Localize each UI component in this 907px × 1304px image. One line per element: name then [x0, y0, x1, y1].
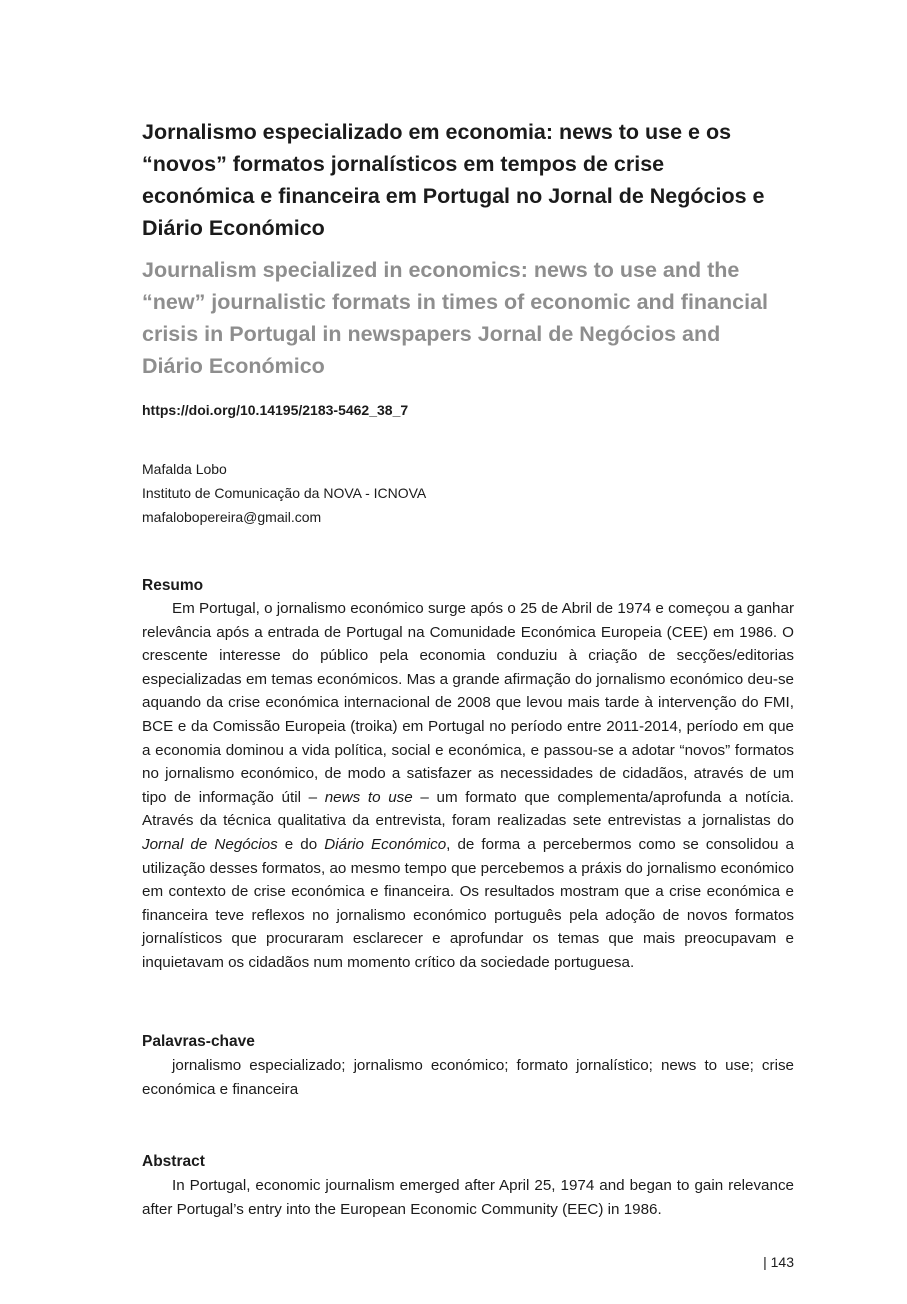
- resumo-part-3: e do: [277, 835, 325, 853]
- author-affiliation: Instituto de Comunicação da NOVA - ICNOVA: [142, 485, 427, 501]
- author-block: [142, 457, 426, 529]
- palavras-chave-text: jornalismo especializado; jornalismo económico; formato jornalístico; news to use; crise económica e financeira: [142, 1057, 794, 1098]
- abstract-text: In Portugal, economic journalism emerged after April 25, 1974 and began to gain relevance after Portugal’s entry into the European Economic Community (EEC) in 1986.: [142, 1177, 794, 1218]
- resumo-emphasis-diario-economico: Diário Económico: [324, 835, 447, 853]
- doi-link[interactable]: https://doi.org/10.14195/2183-5462_38_7: [142, 402, 409, 418]
- resumo-text: [142, 597, 794, 975]
- title-english: Journalism specialized in economics: news to use and the “new” journalistic formats in times of economic and financial crisis in Portugal in newspapers Jornal de Negócios and Diário Económico: [142, 258, 769, 378]
- page-number: | 143: [763, 1254, 794, 1270]
- title-portuguese: Jornalismo especializado em economia: news to use e os “novos” formatos jornalísticos em tempos de crise económica e financeira em Portugal no Jornal de Negócios e Diário Económico: [142, 120, 765, 240]
- palavras-chave-heading: Palavras-chave: [142, 1033, 255, 1050]
- resumo-part-1: Em Portugal, o jornalismo económico surge após o 25 de Abril de 1974 e começou a ganhar relevância após a entrada de Portugal na Comunidade Económica Europeia (CEE) em 1986. O crescente interesse do público pela economia conduziu à criação de secções/editorias especializadas em temas económicos. Mas a grande afirmação do jornalismo económico deu-se aquando da crise económica internacional de 2008 que levou mais tarde à intervenção do FMI, BCE e da Comissão Europeia (troika) em Portugal no período entre 2011-2014, período em que a economia dominou a vida política, social e económica, e passou-se a adotar “novos” formatos no jornalismo económico, de modo a satisfazer as necessidades de cidadãos, através de um tipo de informação útil –: [142, 600, 794, 806]
- resumo-emphasis-news-to-use: news to use: [324, 788, 413, 806]
- resumo-part-2: – um formato que complementa/aprofunda a notícia. Através da técnica qualitativa da entrevista, foram realizadas sete entrevistas a jornalistas do: [142, 788, 794, 830]
- abstract-heading: Abstract: [142, 1153, 205, 1170]
- resumo-heading: Resumo: [142, 577, 204, 594]
- author-email[interactable]: mafalobopereira@gmail.com: [142, 509, 322, 525]
- resumo-part-4: , de forma a percebermos como se consolidou a utilização desses formatos, ao mesmo tempo que percebemos a práxis do jornalismo económico em contexto de crise económica e financeira. Os resultados mostram que a crise económica e financeira teve reflexos no jornalismo económico português pela adoção de novos formatos jornalísticos que procuraram esclarecer e aprofundar os temas que mais preocupavam e inquietavam os cidadãos num momento crítico da sociedade portuguesa.: [142, 835, 794, 971]
- author-name: Mafalda Lobo: [142, 461, 227, 477]
- resumo-emphasis-jornal-de-negocios: Jornal de Negócios: [142, 835, 278, 853]
